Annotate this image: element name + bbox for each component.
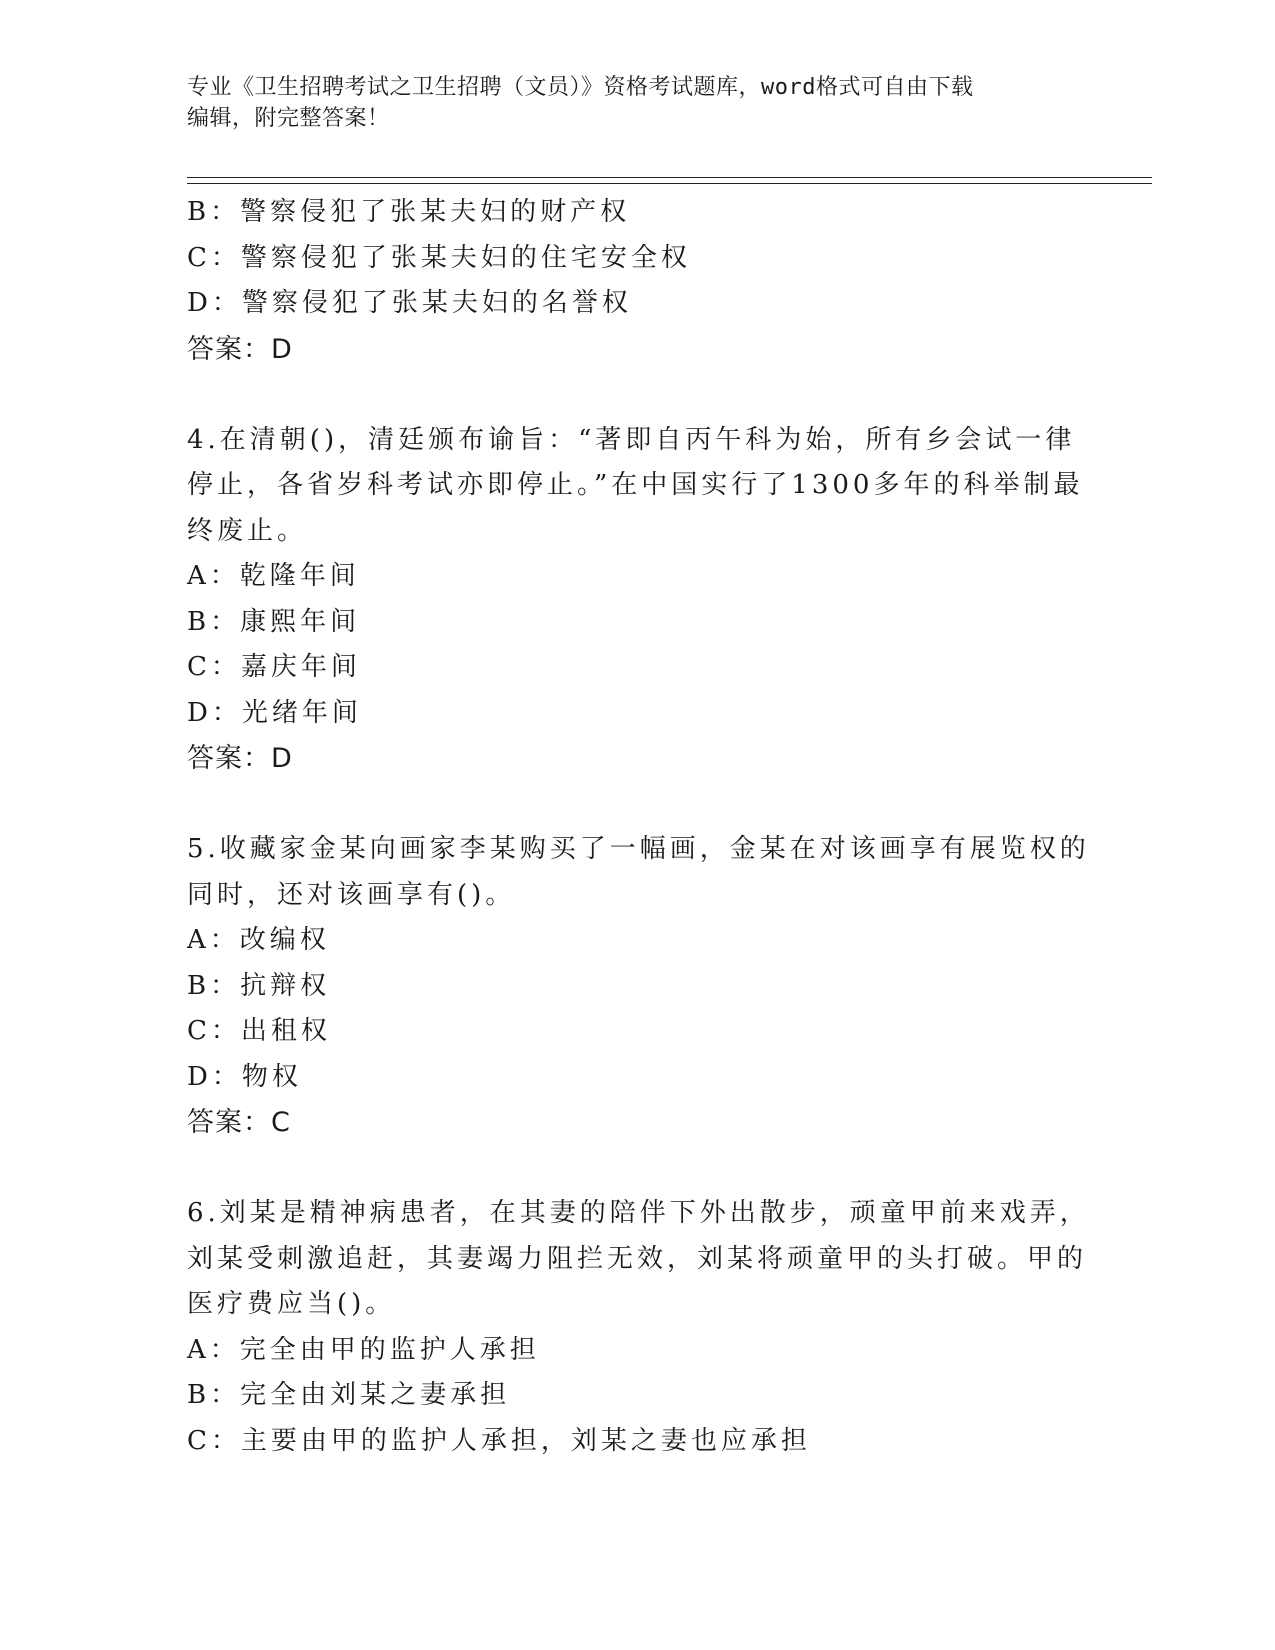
option-d: D：物权 — [187, 1061, 302, 1092]
header-divider-top — [187, 177, 1152, 178]
question-list — [187, 190, 1090, 1464]
question-stem-line: 5.收藏家金某向画家李某购买了一幅画，金某在对该画享有展览权的 — [187, 834, 1090, 864]
option-b: B：康熙年间 — [187, 606, 361, 637]
option-b: B：警察侵犯了张某夫妇的财产权 — [187, 197, 631, 227]
option-c: C：出租权 — [187, 1016, 331, 1046]
question-stem-line: 6.刘某是精神病患者，在其妻的陪伴下外出散步，顽童甲前来戏弄， — [187, 1198, 1090, 1228]
option-d: D：光绪年间 — [187, 697, 362, 728]
question-stem-line: 医疗费应当()。 — [187, 1289, 396, 1319]
question-5 — [187, 827, 1090, 1146]
spacer — [187, 372, 1067, 418]
spacer — [187, 1146, 1067, 1192]
option-a: A：完全由甲的监护人承担 — [187, 1334, 540, 1365]
question-stem-line: 停止，各省岁科考试亦即停止。”在中国实行了1300多年的科举制最 — [187, 470, 1084, 500]
option-a: A：改编权 — [187, 925, 330, 955]
option-d: D：警察侵犯了张某夫妇的名誉权 — [187, 288, 632, 318]
document-header — [187, 72, 1067, 134]
question-stem-line: 终废止。 — [187, 515, 308, 546]
header-divider-bottom — [187, 183, 1152, 184]
answer-line: 答案：C — [187, 1107, 291, 1138]
header-line-2: 编辑，附完整答案！ — [187, 106, 390, 131]
answer-line: 答案：D — [187, 333, 293, 365]
question-3-continued — [187, 190, 1067, 372]
option-b: B：完全由刘某之妻承担 — [187, 1380, 511, 1410]
question-6 — [187, 1191, 1090, 1464]
answer-line: 答案：D — [187, 743, 293, 774]
spacer — [187, 782, 1067, 828]
option-c: C：主要由甲的监护人承担，刘某之妻也应承担 — [187, 1425, 811, 1456]
question-stem-line: 同时，还对该画享有()。 — [187, 879, 516, 910]
header-line-1: 专业《卫生招聘考试之卫生招聘（文员）》资格考试题库，word格式可自由下载 — [187, 75, 974, 100]
question-4 — [187, 418, 1084, 782]
option-c: C：嘉庆年间 — [187, 652, 361, 682]
option-c: C：警察侵犯了张某夫妇的住宅安全权 — [187, 242, 691, 273]
option-b: B：抗辩权 — [187, 970, 331, 1001]
question-stem-line: 4.在清朝()，清廷颁布谕旨：“著即自丙午科为始，所有乡会试一律 — [187, 424, 1076, 455]
question-stem-line: 刘某受刺激追赶，其妻竭力阻拦无效，刘某将顽童甲的头打破。甲的 — [187, 1243, 1088, 1274]
option-a: A：乾隆年间 — [187, 561, 360, 591]
